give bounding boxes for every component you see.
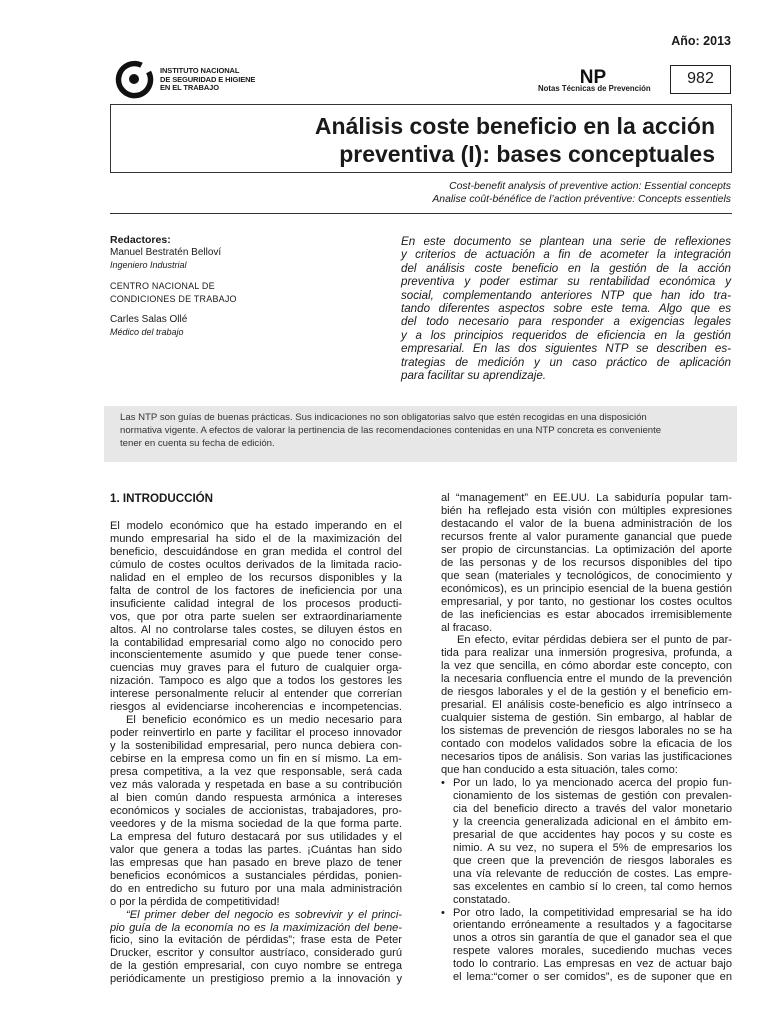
abstract-line: empresarial. En las dos siguientes NTP se describen es-	[401, 342, 731, 356]
body-text-line: o por la pérdida de competitividad!	[110, 895, 280, 908]
left-column-text	[110, 520, 402, 986]
body-text-line: beneficios económicos a sustanciales pérdidas, ponien-	[110, 869, 402, 882]
body-text-line: cuencias muy graves para el futuro de cualquier orga-	[110, 662, 402, 675]
body-text-line: interese personalmente relucir al entender que correrían	[110, 688, 402, 701]
body-text-line: vez más valorada y respetada en base a su contribución	[110, 779, 402, 792]
institute-line: EN EL TRABAJO	[160, 83, 219, 93]
body-text-line: tida para realizar una inmersión progresiva, profunda, a	[441, 647, 732, 660]
body-text-line: de la gestión empresarial, con cuyo nombre se entrega	[110, 960, 402, 973]
ntp-caption: Notas Técnicas de Prevención	[538, 84, 651, 93]
body-column-right	[441, 492, 732, 984]
body-text-line: Drucker, escritor y consultor austríaco, considerado gurú	[110, 947, 402, 960]
body-text-line: empresarial, y por tanto, no gestionar los costes ocultos	[441, 595, 732, 608]
body-text-line: la vez que sencilla, en cómo abordar este concepto, con	[441, 660, 732, 673]
body-text-line: respete valores morales, sucediendo muchas veces	[453, 945, 732, 958]
body-text-line: y la creencia generalizada adicional en el ámbito em-	[453, 815, 732, 828]
center-line: CENTRO NACIONAL DE	[110, 280, 215, 291]
body-text-line: falta de control de los factores de ineficiencia por una	[110, 584, 402, 597]
body-text-line: do en entredicho su futuro por una mala administración	[110, 882, 402, 895]
abstract-line: y criterios de actuación a fin de acometer la integración	[401, 248, 731, 262]
body-text-line: cúmulo de costes ocultos derivados de la limitada racio-	[110, 558, 402, 571]
body-text-line: presarial. El análisis coste-beneficio es algo intrínseco a	[441, 699, 732, 712]
author-role: Ingeniero Industrial	[110, 260, 187, 270]
body-text-line: presarial de que accidentes hay pocos y su coste es	[453, 828, 732, 841]
body-text-line: altos. Al no controlarse tales costes, se diluyen éstos en	[110, 623, 402, 636]
abstract-line: y a los principios requeridos de eficiencia en la gestión	[401, 328, 731, 342]
institute-line: INSTITUTO NACIONAL	[160, 66, 240, 75]
body-text-line: cionamiento de los sistemas de gestión con prevalen-	[453, 789, 732, 802]
abstract-line: para facilitar su aprendizaje.	[401, 369, 547, 383]
author-name: Manuel Bestratén Belloví	[110, 246, 222, 258]
abstract	[401, 235, 731, 382]
author-name: Carles Salas Ollé	[110, 313, 188, 325]
body-text-line: nimio. A su vez, no supera el 5% de empresarios los	[453, 841, 732, 854]
body-text-line: pio guía de la economía no es la maximización del bene-	[110, 921, 402, 934]
body-text-line: poder reinvertirlo en parte y facilitar el proceso innovador	[110, 727, 402, 740]
abstract-line: del análisis coste beneficio en la gestión de la acción	[401, 261, 731, 275]
body-text-line: económicos), es un principio esencial de la buena gestión	[441, 582, 732, 595]
body-text-line: al bien común dando respuesta armónica a intereses	[110, 791, 402, 804]
ntp-logo-icon	[574, 66, 612, 86]
institute-name	[160, 67, 255, 93]
body-text-line: veedores y de la misma sociedad de la que forma parte.	[110, 817, 402, 830]
body-text-line: ser propio de circunstancias. La optimización del aporte	[441, 543, 732, 556]
body-text-line: unos a otros sin garantía de que el ganador sea el que	[453, 932, 732, 945]
subtitle-french: Analise coût-bénéfice de l’action préventive: Concepts essentiels	[432, 194, 731, 205]
disclaimer-box	[104, 406, 737, 462]
body-text-line: que han conducido a esta situación, tales como:	[441, 764, 678, 777]
title-divider	[110, 172, 732, 173]
abstract-line: del todo necesario para responder a exigencias legales	[401, 315, 731, 329]
body-text-line: nalidad en el empleo de los recursos disponibles y la	[110, 571, 402, 584]
body-text-line: insuficiente calidad integral de los procesos producti-	[110, 597, 402, 610]
disclaimer-line: Las NTP son guías de buenas prácticas. Sus indicaciones no son obligatorias salvo que estén recogidas en una disposición	[120, 412, 647, 423]
body-column-left	[110, 493, 402, 986]
body-text-line: necesarios tipos de análisis. Son varias las justificaciones	[441, 751, 732, 764]
body-text-line: • Por un lado, lo ya mencionado acerca del propio fun-	[441, 777, 732, 790]
body-text-line: económicos y sociales de accionistas, trabajadores, pro-	[110, 804, 402, 817]
body-text-line: de riesgos laborales y el de la gestión y el beneficio em-	[441, 686, 732, 699]
ntp-logo-text: NP	[579, 67, 607, 86]
institute-line: DE SEGURIDAD E HIGIENE	[160, 74, 256, 84]
author-role: Médico del trabajo	[110, 327, 184, 337]
body-text-line: cia del beneficio directo a través del valor monetario	[453, 802, 732, 815]
body-text-line: El beneficio económico es un medio necesario para	[126, 714, 402, 727]
body-text-line: todo lo contrario. Las empresas en vez de actuar bajo	[453, 958, 732, 971]
body-text-line: periódicamente un prestigioso premio a la innovación y	[110, 973, 402, 986]
body-text-line: constatado.	[453, 893, 511, 906]
body-text-line: que sean (materiales y tecnológicos, de conocimiento y	[441, 569, 732, 582]
body-text-line: al fracaso.	[441, 621, 493, 634]
body-text-line: vos, que por otra parte suelen ser extraordinariamente	[110, 610, 402, 623]
center-line: CONDICIONES DE TRABAJO	[110, 294, 237, 304]
body-text-line: • Por otro lado, la competitividad empresarial se ha ido	[441, 907, 732, 920]
body-text-line: que creen que la prevención de riesgos laborales es	[453, 854, 732, 867]
body-text-line: En efecto, evitar pérdidas debiera ser el punto de par-	[457, 634, 732, 647]
body-text-line: inconscientemente asumido y que puede tener conse-	[110, 649, 402, 662]
abstract-line: social, complementando anteriores NTP que han ido tra-	[401, 288, 731, 302]
body-text-line: y la sostenibilidad empresarial, pero nunca debiera con-	[110, 740, 402, 753]
body-text-line: ficio, sino la evitación de pérdidas”; frase esta de Peter	[110, 934, 402, 947]
right-column-text	[441, 492, 732, 984]
body-text-line: una vía relevante de reducción de costes. Las empre-	[453, 867, 732, 880]
authors-label: Redactores:	[110, 234, 171, 246]
body-text-line: beneficio, descuidándose en gran medida el control del	[110, 545, 402, 558]
abstract-line: trategias de medición y un caso práctico de aplicación	[401, 355, 731, 369]
center-name	[110, 280, 380, 307]
body-text-line: presa competitiva, a la vez que responsable, será cada	[110, 766, 402, 779]
body-text-line: de las personas y de los recursos disponibles del tipo	[441, 556, 732, 569]
body-text-line: “El primer deber del negocio es sobrevivir y el princi-	[126, 908, 402, 921]
body-text-line: los sistemas de prevención de riesgos laborales no se ha	[441, 725, 732, 738]
body-text-line: El modelo económico que ha estado imperando en el	[110, 519, 402, 532]
body-text-line: cualquier sistema de gestión. Sin embargo, al hablar de	[441, 712, 732, 725]
body-text-line: la contabilidad empresarial como algo no conocido pero	[110, 636, 402, 649]
subtitle-english: Cost-benefit analysis of preventive action: Essential concepts	[449, 181, 731, 192]
body-text-line: al “management” en EE.UU. La sabiduría popular tam-	[441, 492, 732, 504]
authors-block	[110, 234, 380, 339]
body-text-line: recursos frente al valor puramente ganancial que puede	[441, 530, 732, 543]
body-text-line: cebirse en la empresa como un fin en sí mismo. La em-	[110, 753, 402, 766]
abstract-line: En este documento se plantean una serie de reflexiones	[401, 235, 731, 248]
body-text-line: nización. Tampoco es algo que a todos los gestores les	[110, 675, 402, 688]
abstract-line: preventiva y poder estimar su rentabilidad económica y	[401, 275, 731, 289]
body-text-line: valor que genera a todas las partes. ¡Cuántas han sido	[110, 843, 402, 856]
body-text-line: destacando el valor de la buena administración de los	[441, 517, 732, 530]
title-line: preventiva (I): bases conceptuales	[339, 141, 715, 167]
body-text-line: el lema:“comer o ser comidos”, es de suponer que en	[453, 971, 732, 984]
body-text-line: sas excelentes en cambio sí lo creen, tal como hemos	[453, 880, 732, 893]
insht-logo-icon	[114, 59, 154, 99]
body-text-line: orientando erróneamente a resultados y a fagocitarse	[453, 919, 732, 932]
ntp-number-box: 982	[670, 65, 731, 94]
section-heading: 1. INTRODUCCIÓN	[110, 492, 214, 505]
body-text-line: riesgos al evidenciarse incoherencias e incompetencias.	[110, 701, 402, 714]
disclaimer-line: normativa vigente. A efectos de valorar la pertinencia de las recomendaciones contenidas en una NTP concreta es conveniente	[120, 424, 662, 436]
subtitle-divider	[110, 213, 732, 214]
body-text-line: La empresa del futuro destacará por sus utilidades y el	[110, 830, 402, 843]
abstract-line: tando diferentes aspectos sobre este tema. Algo que es	[401, 302, 731, 316]
disclaimer-line: tener en cuenta su fecha de edición.	[120, 437, 275, 449]
body-text-line: contado con modelos validados sobre la eficacia de los	[441, 738, 732, 751]
translated-titles	[211, 180, 731, 206]
title-line: Análisis coste beneficio en la acción	[314, 113, 715, 139]
body-text-line: mundo empresarial ha sido el de la maximización del	[110, 532, 402, 545]
body-text-line: las empresas que han pasado en breve plazo de tener	[110, 856, 402, 869]
body-text-line: de las ineficiencias es estar abocados irremisiblemente	[441, 608, 732, 621]
body-text-line: bién ha reflejado esta visión con múltiples expresiones	[441, 504, 732, 517]
document-year: Año: 2013	[671, 34, 731, 48]
document-title	[195, 112, 715, 168]
body-text-line: la necesaria confluencia entre el mundo de la prevención	[441, 673, 732, 686]
